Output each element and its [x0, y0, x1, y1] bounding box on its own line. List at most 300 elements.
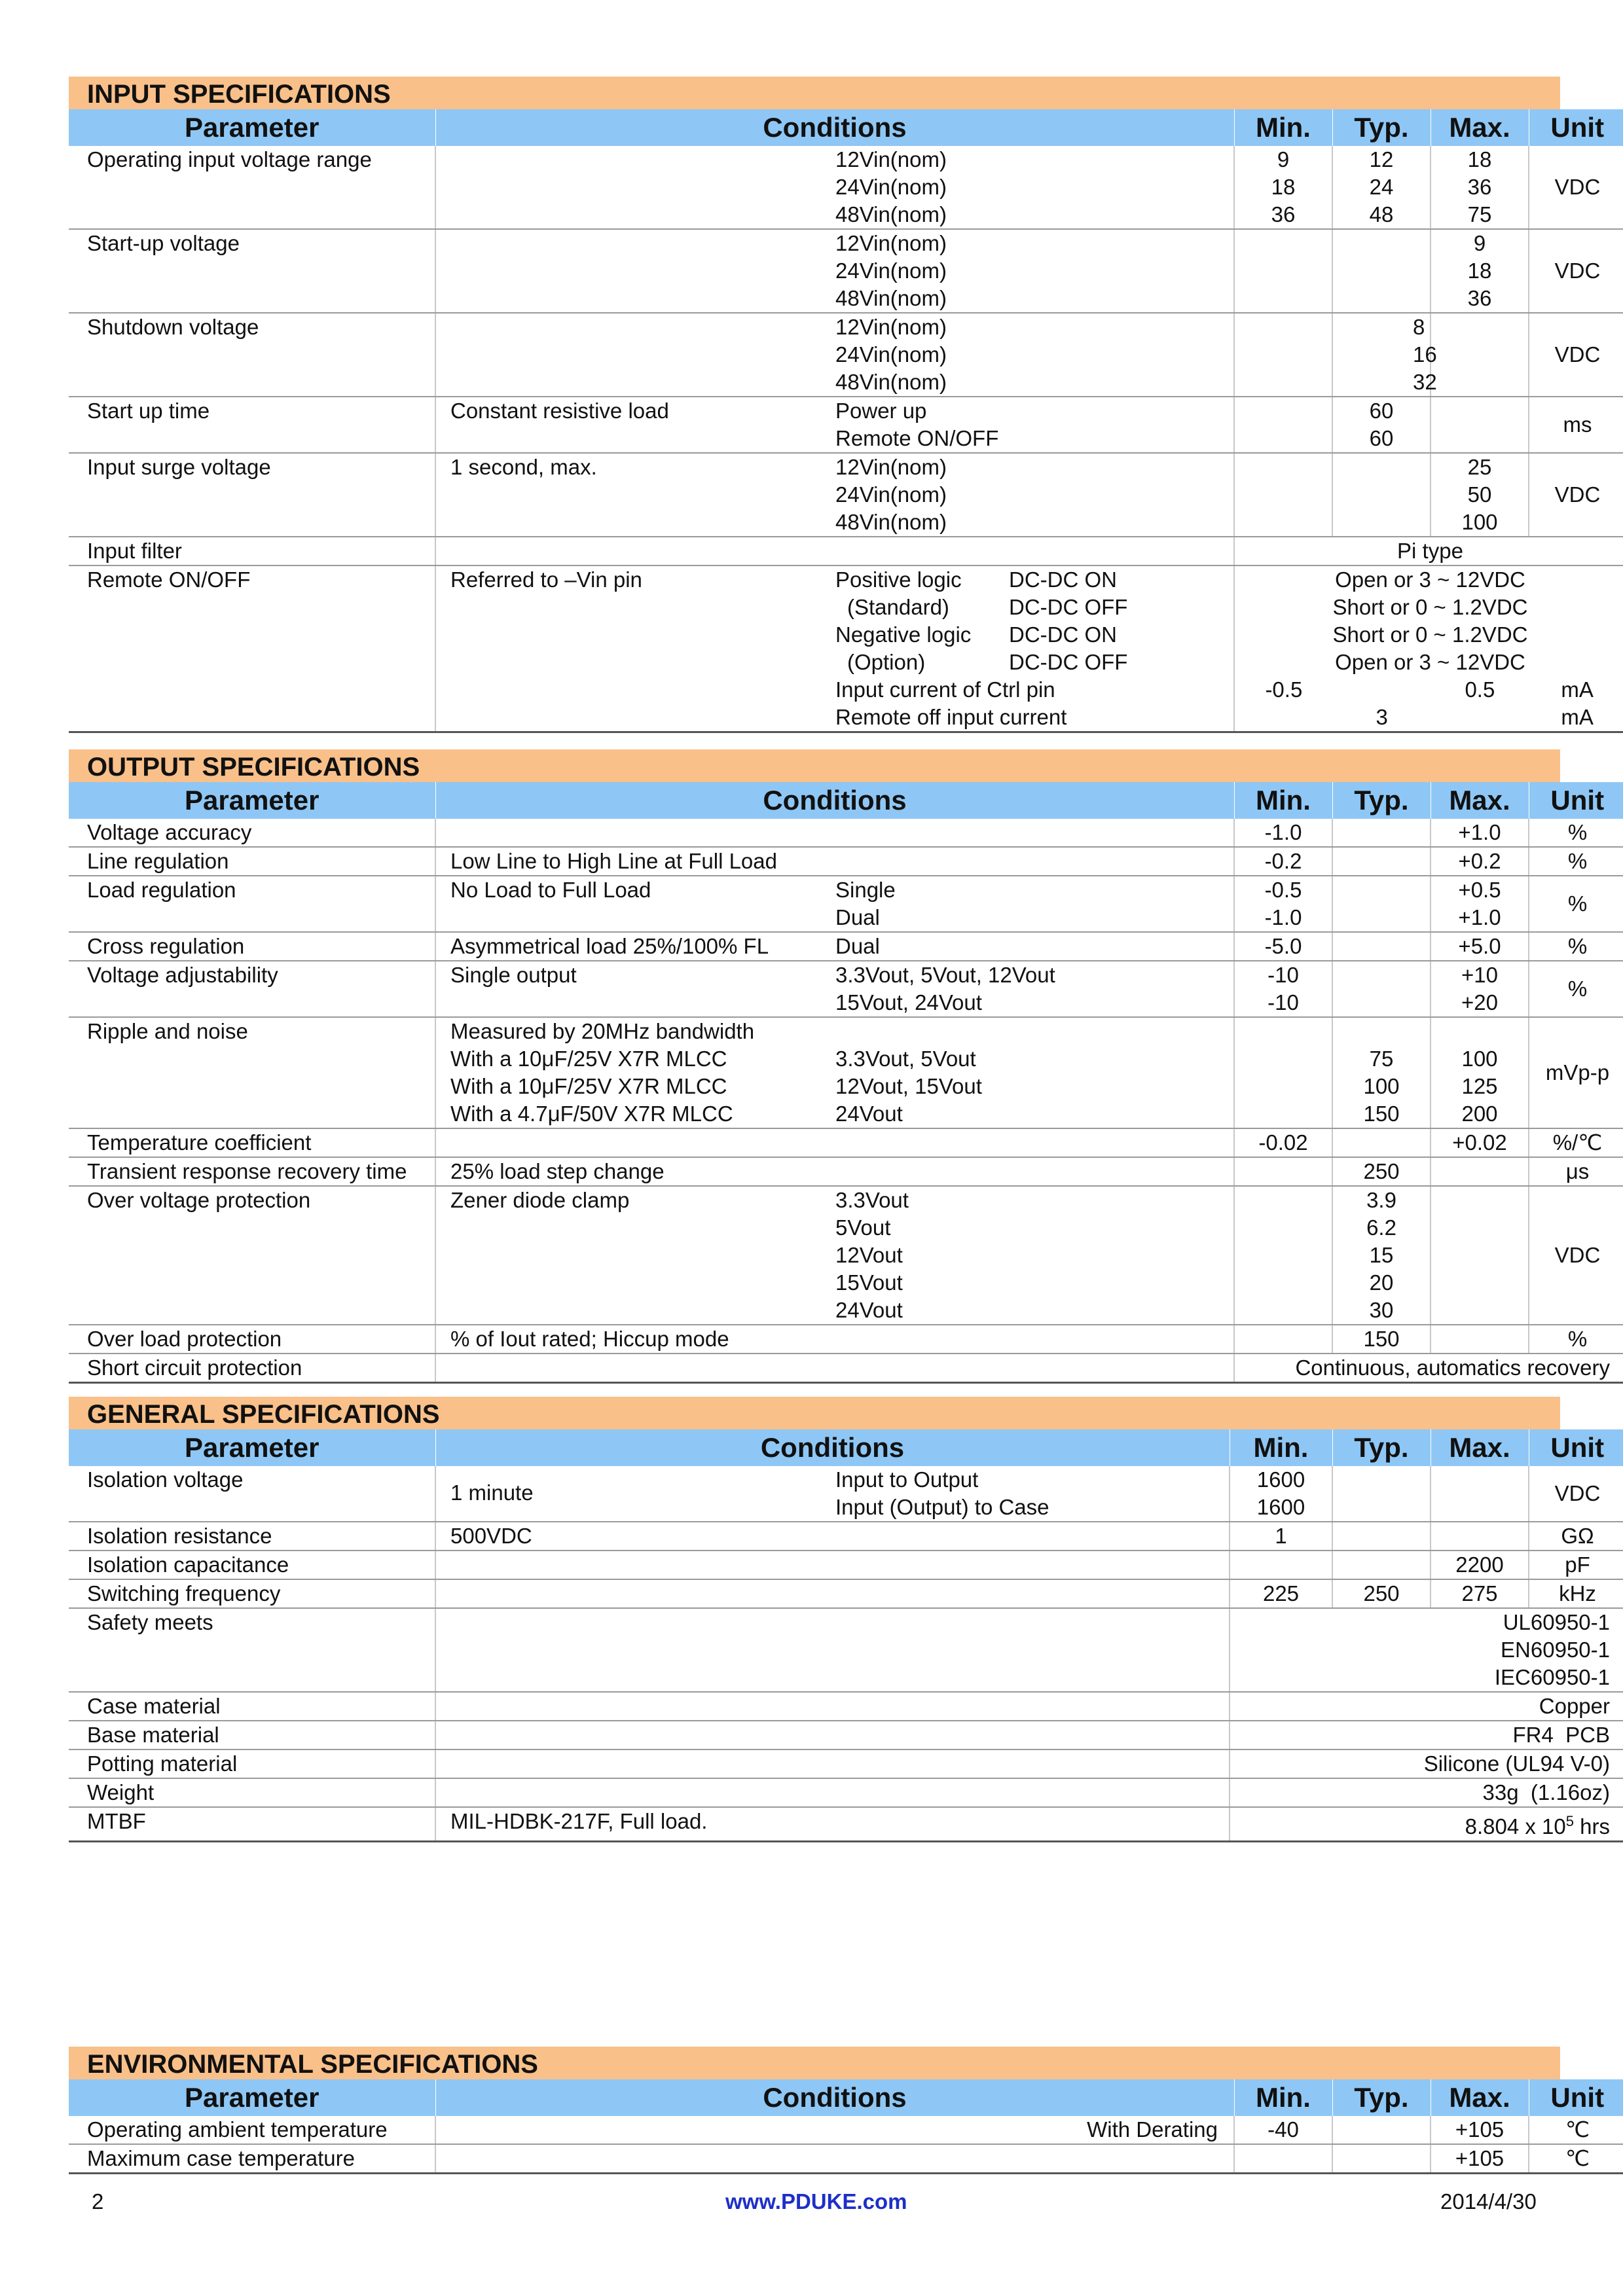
param-label: Cross regulation: [69, 932, 435, 961]
header-min: Min.: [1234, 782, 1332, 819]
conditions-cell: [435, 1354, 1234, 1383]
condition-text: 12Vin(nom): [835, 455, 947, 479]
condition-text: 1 minute: [450, 1480, 534, 1505]
max-cell: 2200: [1431, 1551, 1529, 1579]
param-label: Short circuit protection: [69, 1354, 435, 1383]
table-row: [69, 1522, 1623, 1551]
header-parameter: Parameter: [69, 109, 435, 146]
conditions-cell: [435, 819, 1234, 847]
conditions-cell: [435, 1017, 1234, 1128]
table-row: [69, 1325, 1623, 1354]
value: 8.804 x 10: [1465, 1814, 1566, 1839]
conditions-cell: [435, 1749, 1230, 1778]
condition-text: 12Vin(nom): [835, 147, 947, 171]
header-max: Max.: [1431, 2079, 1529, 2116]
output-specifications-section: [69, 749, 1610, 1384]
value-cell: [1230, 1608, 1623, 1692]
header-typ: Typ.: [1332, 2079, 1431, 2116]
min-cell: -40: [1234, 2116, 1332, 2144]
section-title: OUTPUT SPECIFICATIONS: [69, 749, 1560, 782]
param-label: Safety meets: [69, 1608, 435, 1692]
param-label: Voltage accuracy: [69, 819, 435, 847]
value: 15: [1369, 1243, 1394, 1267]
max-cell: +0.2: [1431, 847, 1529, 876]
value-cell: [1230, 1807, 1623, 1842]
website-link[interactable]: www.PDUKE.com: [725, 2189, 907, 2214]
param-label: Isolation voltage: [69, 1466, 435, 1522]
param-label: Maximum case temperature: [69, 2144, 435, 2174]
value: -0.5: [1264, 878, 1302, 902]
unit-cell: VDC: [1529, 453, 1623, 537]
max-cell: +105: [1431, 2116, 1529, 2144]
max-cell: [1431, 961, 1529, 1017]
param-label: Over voltage protection: [69, 1186, 435, 1325]
condition-text: Remote ON/OFF: [835, 426, 999, 450]
typ-cell: [1332, 961, 1431, 1017]
typ-cell: [1332, 453, 1431, 537]
unit-cell: %: [1529, 819, 1623, 847]
value: 8: [1413, 315, 1425, 339]
param-label: Temperature coefficient: [69, 1128, 435, 1157]
unit-cell: VDC: [1529, 313, 1623, 397]
unit-cell: GΩ: [1529, 1522, 1623, 1551]
typ-cell: [1332, 876, 1431, 932]
condition-text: (Option): [847, 650, 926, 674]
conditions-cell: [435, 2144, 1234, 2174]
condition-text: 3.3Vout, 5Vout, 12Vout: [835, 963, 1055, 987]
max-cell: +5.0: [1431, 932, 1529, 961]
param-label: Transient response recovery time: [69, 1157, 435, 1186]
table-row: [69, 1354, 1623, 1383]
table-header: [69, 109, 1623, 146]
condition-text: Input (Output) to Case: [835, 1495, 1049, 1519]
typ-cell: [1332, 1551, 1431, 1579]
conditions-cell: [435, 1128, 1234, 1157]
value: Short or 0 ~ 1.2VDC: [1332, 595, 1528, 619]
max-cell: [1431, 1522, 1529, 1551]
conditions-cell: [435, 313, 1234, 397]
min-cell: [1230, 1466, 1332, 1522]
max-cell: [1431, 876, 1529, 932]
min-cell: -1.0: [1234, 819, 1332, 847]
conditions-cell: [435, 397, 1234, 453]
value: 16: [1413, 342, 1437, 367]
table-row: [69, 2144, 1623, 2174]
conditions-cell: 500VDC: [435, 1522, 1230, 1551]
unit-cell: VDC: [1529, 229, 1623, 313]
header-unit: Unit: [1529, 109, 1623, 146]
min-cell: [1234, 313, 1332, 397]
condition-text: Input current of Ctrl pin: [835, 677, 1055, 702]
value: 60: [1369, 426, 1394, 450]
condition-text: 24Vout: [835, 1298, 903, 1322]
value: 36: [1467, 286, 1492, 310]
conditions-cell: [435, 1186, 1234, 1325]
value: +20: [1461, 990, 1498, 1014]
value: 100: [1363, 1074, 1400, 1098]
conditions-cell: [435, 961, 1234, 1017]
value: 20: [1369, 1270, 1394, 1295]
unit-cell: %: [1529, 961, 1623, 1017]
value: 1600: [1256, 1495, 1305, 1519]
condition-text: Single: [835, 878, 896, 902]
condition-text: 5Vout: [835, 1215, 891, 1240]
table-row: [69, 1749, 1623, 1778]
output-spec-table: [69, 782, 1623, 1384]
value: +0.5: [1458, 878, 1501, 902]
condition-text: Dual: [835, 905, 880, 929]
condition-text: 15Vout: [835, 1270, 903, 1295]
table-row: [69, 229, 1623, 313]
value: 1600: [1256, 1467, 1305, 1492]
condition-text: Measured by 20MHz bandwidth: [450, 1019, 755, 1043]
header-conditions: Conditions: [435, 782, 1234, 819]
conditions-cell: [435, 146, 1234, 229]
header-conditions: Conditions: [435, 1429, 1230, 1466]
condition-text: 15Vout, 24Vout: [835, 990, 982, 1014]
table-row: [69, 876, 1623, 932]
section-title: ENVIRONMENTAL SPECIFICATIONS: [69, 2047, 1560, 2079]
footer-date: 2014/4/30: [1440, 2189, 1537, 2214]
value: 9: [1277, 147, 1290, 171]
header-conditions: Conditions: [435, 2079, 1234, 2116]
condition-text: With a 10μF/25V X7R MLCC: [450, 1074, 727, 1098]
value: +1.0: [1458, 905, 1501, 929]
param-label: Input filter: [69, 537, 435, 565]
condition-text: 48Vin(nom): [835, 370, 947, 394]
conditions-cell: [435, 1721, 1230, 1749]
typ-cell: [1332, 1017, 1431, 1128]
param-label: Over load protection: [69, 1325, 435, 1354]
param-label: MTBF: [69, 1807, 435, 1842]
condition-text: 3.3Vout, 5Vout: [835, 1047, 976, 1071]
condition-text: Dual: [835, 934, 880, 958]
unit-cell: %/℃: [1529, 1128, 1623, 1157]
table-row: [69, 819, 1623, 847]
value: 3: [1376, 705, 1388, 729]
min-cell: [1234, 1186, 1332, 1325]
header-max: Max.: [1431, 782, 1529, 819]
value: Open or 3 ~ 12VDC: [1335, 567, 1525, 592]
typ-cell: [1332, 847, 1431, 876]
conditions-cell: [435, 1692, 1230, 1721]
value: mA: [1561, 705, 1594, 729]
value: +10: [1461, 963, 1498, 987]
value: -1.0: [1264, 905, 1302, 929]
conditions-cell: [435, 876, 1234, 932]
max-cell: +105: [1431, 2144, 1529, 2174]
table-row: [69, 847, 1623, 876]
unit-cell: ℃: [1529, 2116, 1623, 2144]
condition-text: 12Vin(nom): [835, 231, 947, 255]
typ-cell: 250: [1332, 1157, 1431, 1186]
table-row: [69, 1692, 1623, 1721]
condition-text: 24Vout: [835, 1102, 903, 1126]
condition-text: With a 10μF/25V X7R MLCC: [450, 1047, 727, 1071]
condition-text: 48Vin(nom): [835, 510, 947, 534]
table-row: [69, 1128, 1623, 1157]
value: 30: [1369, 1298, 1394, 1322]
value: 75: [1369, 1047, 1394, 1071]
header-typ: Typ.: [1332, 1429, 1431, 1466]
max-cell: [1431, 229, 1529, 313]
unit-cell: mVp-p: [1529, 1017, 1623, 1128]
condition-text: DC-DC OFF: [1009, 650, 1128, 674]
value: 6.2: [1366, 1215, 1396, 1240]
value: 24: [1369, 175, 1394, 199]
value-cell: Continuous, automatics recovery: [1234, 1354, 1623, 1383]
condition-text: 3.3Vout: [835, 1188, 909, 1212]
max-cell: [1431, 146, 1529, 229]
value: 100: [1461, 1047, 1498, 1071]
table-row: [69, 397, 1623, 453]
table-row: [69, 1017, 1623, 1128]
unit-cell: ms: [1529, 397, 1623, 453]
value-cell: Silicone (UL94 V-0): [1230, 1749, 1623, 1778]
value: 100: [1461, 510, 1498, 534]
typ-cell: [1332, 2144, 1431, 2174]
table-row: [69, 1721, 1623, 1749]
env-spec-table: [69, 2079, 1623, 2174]
header-min: Min.: [1230, 1429, 1332, 1466]
value: 3.9: [1366, 1188, 1396, 1212]
param-label: Input surge voltage: [69, 453, 435, 537]
table-row: [69, 2116, 1623, 2144]
value: UL60950-1: [1503, 1610, 1610, 1634]
conditions-cell: [435, 1608, 1230, 1692]
condition-text: Remote off input current: [835, 705, 1067, 729]
header-conditions: Conditions: [435, 109, 1234, 146]
header-min: Min.: [1234, 109, 1332, 146]
table-header: [69, 2079, 1623, 2116]
param-label: Weight: [69, 1778, 435, 1807]
param-label: Start up time: [69, 397, 435, 453]
min-cell: [1234, 2144, 1332, 2174]
conditions-cell: [435, 565, 1234, 732]
min-cell: [1234, 1157, 1332, 1186]
value: 48: [1369, 202, 1394, 226]
general-spec-table: [69, 1429, 1623, 1842]
value: Short or 0 ~ 1.2VDC: [1332, 622, 1528, 647]
unit-cell: VDC: [1529, 1186, 1623, 1325]
input-spec-table: [69, 109, 1623, 733]
header-min: Min.: [1234, 2079, 1332, 2116]
condition-text: 48Vin(nom): [835, 202, 947, 226]
max-cell: [1413, 313, 1529, 397]
param-label: Case material: [69, 1692, 435, 1721]
value-cell: Pi type: [1234, 537, 1623, 565]
typ-cell: [1332, 1466, 1431, 1522]
value: 18: [1467, 259, 1492, 283]
param-label: Remote ON/OFF: [69, 565, 435, 732]
conditions-cell: [435, 932, 1234, 961]
condition-text: 12Vout: [835, 1243, 903, 1267]
general-specifications-section: [69, 1397, 1610, 1842]
value: -10: [1267, 963, 1299, 987]
value-cell: FR4 PCB: [1230, 1721, 1623, 1749]
condition-text: DC-DC ON: [1009, 567, 1117, 592]
table-row: [69, 1186, 1623, 1325]
param-label: Operating ambient temperature: [69, 2116, 435, 2144]
min-cell: -0.2: [1234, 847, 1332, 876]
max-cell: [1431, 397, 1529, 453]
max-cell: 275: [1431, 1579, 1529, 1608]
conditions-cell: [435, 1466, 1230, 1522]
value: 60: [1369, 399, 1394, 423]
min-cell: 1: [1230, 1522, 1332, 1551]
min-cell: [1234, 229, 1332, 313]
condition-text: 24Vin(nom): [835, 259, 947, 283]
condition-text: 12Vin(nom): [835, 315, 947, 339]
value: 36: [1467, 175, 1492, 199]
min-cell: 225: [1230, 1579, 1332, 1608]
header-unit: Unit: [1529, 1429, 1623, 1466]
typ-cell: [1332, 397, 1431, 453]
value-cell: 33g (1.16oz): [1230, 1778, 1623, 1807]
min-cell: [1230, 1551, 1332, 1579]
param-label: Isolation resistance: [69, 1522, 435, 1551]
max-cell: [1431, 1157, 1529, 1186]
condition-text: DC-DC OFF: [1009, 595, 1128, 619]
table-row: [69, 1466, 1623, 1522]
value: 200: [1461, 1102, 1498, 1126]
value: IEC60950-1: [1494, 1665, 1610, 1689]
value: 75: [1467, 202, 1492, 226]
header-unit: Unit: [1529, 782, 1623, 819]
typ-cell: [1332, 932, 1431, 961]
value: 125: [1461, 1074, 1498, 1098]
value-exponent: 5: [1565, 1813, 1574, 1829]
param-label: Operating input voltage range: [69, 146, 435, 229]
conditions-cell: [435, 537, 1234, 565]
section-title: GENERAL SPECIFICATIONS: [69, 1397, 1560, 1429]
header-parameter: Parameter: [69, 2079, 435, 2116]
param-label: Base material: [69, 1721, 435, 1749]
value: -0.5: [1265, 677, 1303, 702]
header-max: Max.: [1431, 1429, 1529, 1466]
unit-cell: %: [1529, 847, 1623, 876]
value: 36: [1271, 202, 1296, 226]
param-label: Load regulation: [69, 876, 435, 932]
value: 18: [1271, 175, 1296, 199]
value: mA: [1561, 677, 1594, 702]
table-row: [69, 932, 1623, 961]
max-cell: [1431, 1017, 1529, 1128]
min-cell: [1234, 397, 1332, 453]
unit-cell: %: [1529, 876, 1623, 932]
conditions-cell: % of Iout rated; Hiccup mode: [435, 1325, 1234, 1354]
typ-cell: [1332, 1186, 1431, 1325]
input-specifications-section: [69, 77, 1605, 733]
header-typ: Typ.: [1332, 782, 1431, 819]
value: 18: [1467, 147, 1492, 171]
unit-cell: ℃: [1529, 2144, 1623, 2174]
condition-text: Input to Output: [835, 1467, 979, 1492]
value: Open or 3 ~ 12VDC: [1335, 650, 1525, 674]
value: 150: [1363, 1102, 1400, 1126]
table-header: [69, 782, 1623, 819]
typ-cell: [1332, 1128, 1431, 1157]
condition-text: 24Vin(nom): [835, 342, 947, 367]
table-header: [69, 1429, 1623, 1466]
condition-text: 24Vin(nom): [835, 175, 947, 199]
value: 50: [1467, 482, 1492, 507]
condition-text: 12Vout, 15Vout: [835, 1074, 982, 1098]
conditions-cell: [435, 1551, 1230, 1579]
conditions-cell: [435, 229, 1234, 313]
logic-values-cell: [1234, 565, 1623, 732]
value-cell: Copper: [1230, 1692, 1623, 1721]
table-row: [69, 1551, 1623, 1579]
header-parameter: Parameter: [69, 782, 435, 819]
table-row: [69, 1579, 1623, 1608]
condition-text: 1 second, max.: [450, 455, 597, 479]
min-cell: [1234, 876, 1332, 932]
param-label: Line regulation: [69, 847, 435, 876]
table-row: [69, 1807, 1623, 1842]
param-label: Ripple and noise: [69, 1017, 435, 1128]
unit-cell: %: [1529, 932, 1623, 961]
max-cell: +0.02: [1431, 1128, 1529, 1157]
value: -10: [1267, 990, 1299, 1014]
table-row: [69, 1608, 1623, 1692]
max-cell: +1.0: [1431, 819, 1529, 847]
condition-text: No Load to Full Load: [450, 878, 651, 902]
header-unit: Unit: [1529, 2079, 1623, 2116]
condition-text: 48Vin(nom): [835, 286, 947, 310]
condition-text: Power up: [835, 399, 927, 423]
condition-text: Referred to –Vin pin: [450, 567, 642, 592]
min-cell: [1234, 146, 1332, 229]
table-row: [69, 1778, 1623, 1807]
condition-text: Single output: [450, 963, 577, 987]
conditions-cell: [435, 1579, 1230, 1608]
conditions-cell: [435, 453, 1234, 537]
condition-text: Positive logic: [835, 567, 962, 592]
unit-cell: kHz: [1529, 1579, 1623, 1608]
table-row: [69, 453, 1623, 537]
header-typ: Typ.: [1332, 109, 1431, 146]
condition-text: 24Vin(nom): [835, 482, 947, 507]
table-row: [69, 537, 1623, 565]
typ-cell: [1332, 229, 1431, 313]
header-max: Max.: [1431, 109, 1529, 146]
table-row: [69, 146, 1623, 229]
value: 9: [1473, 231, 1486, 255]
value: 32: [1413, 370, 1437, 394]
unit-cell: %: [1529, 1325, 1623, 1354]
condition-text: Asymmetrical load 25%/100% FL: [450, 934, 769, 958]
conditions-cell: Low Line to High Line at Full Load: [435, 847, 1234, 876]
param-label: Switching frequency: [69, 1579, 435, 1608]
min-cell: [1234, 1017, 1332, 1128]
condition-text: Constant resistive load: [450, 399, 669, 423]
max-cell: [1431, 453, 1529, 537]
param-label: Shutdown voltage: [69, 313, 435, 397]
param-label: Isolation capacitance: [69, 1551, 435, 1579]
typ-cell: 150: [1332, 1325, 1431, 1354]
condition-text: (Standard): [847, 595, 949, 619]
param-label: Potting material: [69, 1749, 435, 1778]
max-cell: [1431, 1466, 1529, 1522]
min-cell: [1234, 1325, 1332, 1354]
value: 0.5: [1465, 677, 1495, 702]
param-label: Start-up voltage: [69, 229, 435, 313]
environmental-specifications-section: [69, 2047, 1605, 2174]
typ-cell: [1332, 2116, 1431, 2144]
unit-cell: VDC: [1529, 146, 1623, 229]
unit-cell: μs: [1529, 1157, 1623, 1186]
